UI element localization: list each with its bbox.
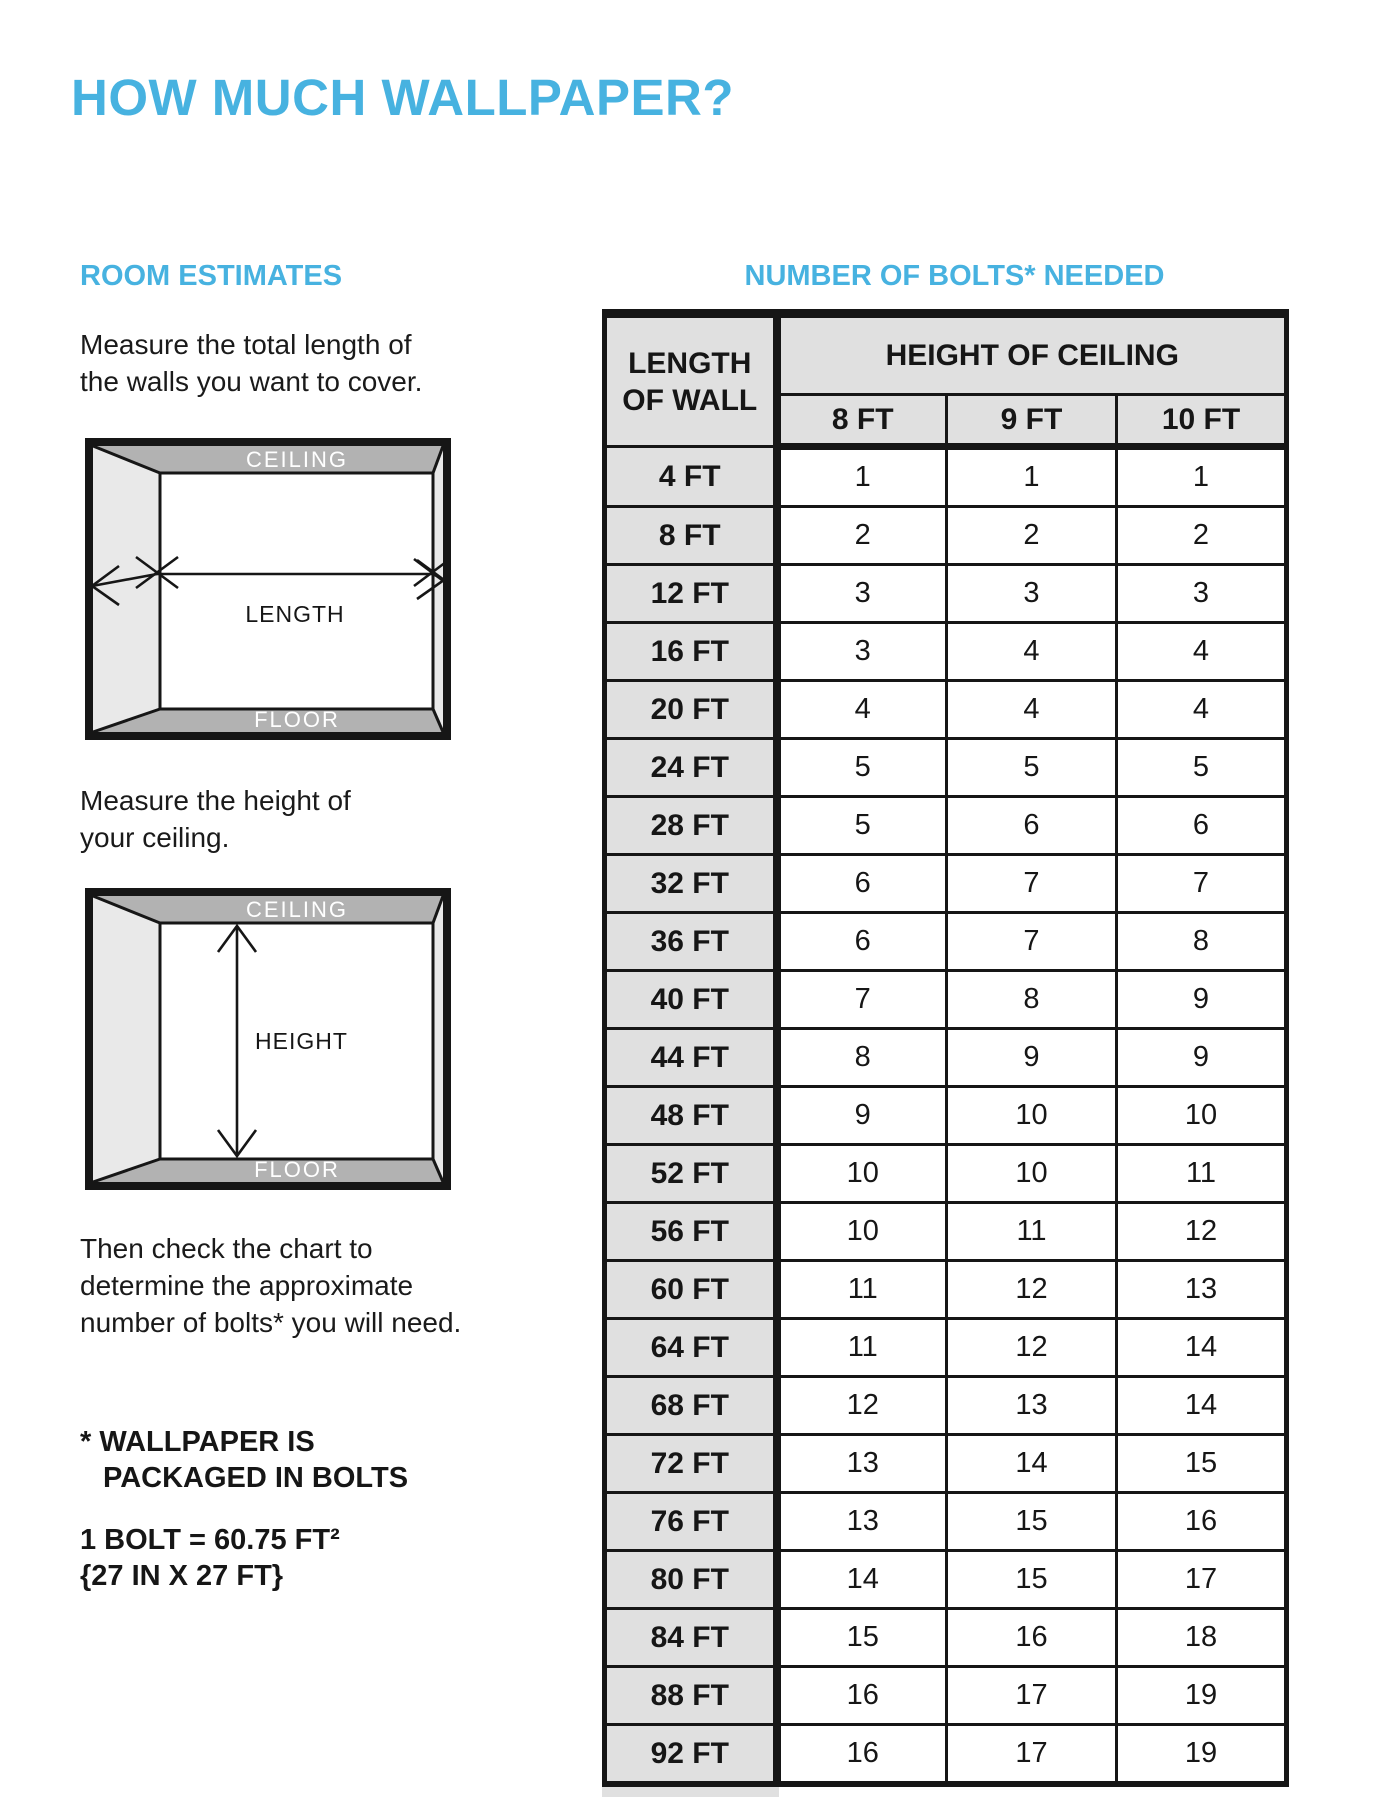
height-measure-label: HEIGHT xyxy=(255,1028,348,1054)
wall-length-cell: 32 FT xyxy=(605,855,777,913)
room-estimates-heading: ROOM ESTIMATES xyxy=(80,260,343,292)
length-diagram xyxy=(85,438,451,740)
bolt-count-cell: 3 xyxy=(777,565,947,623)
wall-length-cell: 88 FT xyxy=(605,1667,777,1725)
bolt-count-cell: 6 xyxy=(777,913,947,971)
ceiling-label: CEILING xyxy=(245,897,349,922)
bolt-count-cell: 12 xyxy=(1117,1203,1287,1261)
table-row xyxy=(605,739,1287,797)
left-column-stub xyxy=(602,1787,779,1797)
bolts-table xyxy=(602,309,1289,1787)
bolt-count-cell: 4 xyxy=(947,681,1117,739)
wall-length-cell: 16 FT xyxy=(605,623,777,681)
bolt-count-cell: 8 xyxy=(1117,913,1287,971)
bolt-count-cell: 10 xyxy=(947,1087,1117,1145)
length-measure-label: LENGTH xyxy=(245,601,345,627)
table-row xyxy=(605,797,1287,855)
bolt-count-cell: 1 xyxy=(777,447,947,507)
table-row xyxy=(605,855,1287,913)
bolt-count-cell: 10 xyxy=(777,1145,947,1203)
bolt-count-cell: 14 xyxy=(1117,1377,1287,1435)
bolt-count-cell: 8 xyxy=(947,971,1117,1029)
table-row xyxy=(605,1551,1287,1609)
bolt-count-cell: 5 xyxy=(777,797,947,855)
bolts-needed-heading: NUMBER OF BOLTS* NEEDED xyxy=(744,260,1165,292)
bolt-count-cell: 4 xyxy=(1117,623,1287,681)
bolt-count-cell: 14 xyxy=(1117,1319,1287,1377)
table-row xyxy=(605,1435,1287,1493)
footnote-line1: * WALLPAPER IS xyxy=(80,1426,315,1458)
bolt-equation: 1 BOLT = 60.75 FT² xyxy=(80,1524,340,1556)
table-row xyxy=(605,1319,1287,1377)
bolt-count-cell: 5 xyxy=(1117,739,1287,797)
bolt-count-cell: 2 xyxy=(947,507,1117,565)
table-header-row-1 xyxy=(605,314,1287,395)
wall-length-cell: 60 FT xyxy=(605,1261,777,1319)
table-row xyxy=(605,913,1287,971)
col-header-8ft: 8 FT xyxy=(777,395,947,447)
bolt-count-cell: 12 xyxy=(947,1319,1117,1377)
bolt-count-cell: 7 xyxy=(777,971,947,1029)
bolt-count-cell: 15 xyxy=(947,1551,1117,1609)
bolt-count-cell: 12 xyxy=(777,1377,947,1435)
table-row xyxy=(605,681,1287,739)
table-row xyxy=(605,1725,1287,1785)
bolt-count-cell: 9 xyxy=(947,1029,1117,1087)
wall-length-cell: 36 FT xyxy=(605,913,777,971)
bolt-count-cell: 14 xyxy=(777,1551,947,1609)
col-header-10ft: 10 FT xyxy=(1117,395,1287,447)
bolt-count-cell: 6 xyxy=(1117,797,1287,855)
wall-length-cell: 52 FT xyxy=(605,1145,777,1203)
wall-length-cell: 56 FT xyxy=(605,1203,777,1261)
bolts-footnote xyxy=(80,1424,408,1496)
back-wall xyxy=(160,473,433,709)
wall-length-cell: 4 FT xyxy=(605,447,777,507)
step2-line2: your ceiling. xyxy=(80,822,230,853)
bolt-count-cell: 13 xyxy=(777,1435,947,1493)
wall-length-cell: 8 FT xyxy=(605,507,777,565)
bolt-count-cell: 3 xyxy=(777,623,947,681)
bolt-count-cell: 16 xyxy=(777,1667,947,1725)
ceiling-label: CEILING xyxy=(245,447,349,472)
wall-length-cell: 20 FT xyxy=(605,681,777,739)
length-of-wall-line1: LENGTH xyxy=(628,346,752,380)
bolt-size-info xyxy=(80,1522,340,1594)
step3-line3: number of bolts* you will need. xyxy=(80,1307,462,1338)
bolt-count-cell: 3 xyxy=(947,565,1117,623)
bolts-table-container xyxy=(602,309,1289,1797)
bolt-count-cell: 10 xyxy=(777,1203,947,1261)
bolt-count-cell: 7 xyxy=(947,855,1117,913)
floor-label: FLOOR xyxy=(254,707,340,732)
bolt-count-cell: 3 xyxy=(1117,565,1287,623)
bolt-count-cell: 4 xyxy=(1117,681,1287,739)
bolt-count-cell: 5 xyxy=(947,739,1117,797)
bolt-count-cell: 15 xyxy=(777,1609,947,1667)
wall-length-cell: 80 FT xyxy=(605,1551,777,1609)
bolt-count-cell: 7 xyxy=(1117,855,1287,913)
bolt-count-cell: 6 xyxy=(777,855,947,913)
step2-paragraph xyxy=(80,782,351,856)
table-row xyxy=(605,1203,1287,1261)
bolt-count-cell: 8 xyxy=(777,1029,947,1087)
footnote-line2: PACKAGED IN BOLTS xyxy=(103,1462,409,1494)
table-row xyxy=(605,971,1287,1029)
wall-length-cell: 28 FT xyxy=(605,797,777,855)
wall-length-cell: 12 FT xyxy=(605,565,777,623)
bolt-count-cell: 11 xyxy=(777,1261,947,1319)
col-header-9ft: 9 FT xyxy=(947,395,1117,447)
length-of-wall-header xyxy=(605,314,777,447)
bolt-count-cell: 2 xyxy=(777,507,947,565)
bolt-count-cell: 16 xyxy=(1117,1493,1287,1551)
step3-line2: determine the approximate xyxy=(80,1270,414,1301)
bolt-count-cell: 19 xyxy=(1117,1725,1287,1785)
bolt-count-cell: 9 xyxy=(1117,1029,1287,1087)
wall-length-cell: 44 FT xyxy=(605,1029,777,1087)
table-row xyxy=(605,1609,1287,1667)
table-row xyxy=(605,1493,1287,1551)
bolt-count-cell: 16 xyxy=(777,1725,947,1785)
wall-length-cell: 48 FT xyxy=(605,1087,777,1145)
bolt-count-cell: 4 xyxy=(947,623,1117,681)
step1-line2: the walls you want to cover. xyxy=(80,366,423,397)
bolt-count-cell: 17 xyxy=(947,1725,1117,1785)
step3-line1: Then check the chart to xyxy=(80,1233,373,1264)
table-row xyxy=(605,623,1287,681)
bolt-count-cell: 1 xyxy=(1117,447,1287,507)
bolt-dimensions: {27 IN X 27 FT} xyxy=(80,1560,284,1592)
wall-length-cell: 40 FT xyxy=(605,971,777,1029)
table-row xyxy=(605,447,1287,507)
wall-length-cell: 24 FT xyxy=(605,739,777,797)
bolt-count-cell: 15 xyxy=(947,1493,1117,1551)
table-row xyxy=(605,565,1287,623)
bolt-table-body xyxy=(605,447,1287,1785)
bolt-count-cell: 10 xyxy=(947,1145,1117,1203)
bolt-count-cell: 9 xyxy=(1117,971,1287,1029)
bolt-count-cell: 10 xyxy=(1117,1087,1287,1145)
page-title: HOW MUCH WALLPAPER? xyxy=(71,69,734,126)
bolt-count-cell: 15 xyxy=(1117,1435,1287,1493)
step1-line1: Measure the total length of xyxy=(80,329,412,360)
bolt-count-cell: 11 xyxy=(1117,1145,1287,1203)
step2-line1: Measure the height of xyxy=(80,785,351,816)
bolt-count-cell: 7 xyxy=(947,913,1117,971)
wall-length-cell: 84 FT xyxy=(605,1609,777,1667)
bolt-count-cell: 6 xyxy=(947,797,1117,855)
step3-paragraph xyxy=(80,1230,461,1341)
table-row xyxy=(605,1667,1287,1725)
bolt-count-cell: 13 xyxy=(1117,1261,1287,1319)
step1-paragraph xyxy=(80,326,422,400)
bolt-count-cell: 4 xyxy=(777,681,947,739)
table-row xyxy=(605,1029,1287,1087)
bolt-count-cell: 2 xyxy=(1117,507,1287,565)
table-row xyxy=(605,507,1287,565)
height-diagram xyxy=(85,888,451,1190)
floor-label: FLOOR xyxy=(254,1157,340,1182)
bolt-count-cell: 18 xyxy=(1117,1609,1287,1667)
bolt-count-cell: 13 xyxy=(777,1493,947,1551)
bolt-count-cell: 11 xyxy=(947,1203,1117,1261)
wall-length-cell: 92 FT xyxy=(605,1725,777,1785)
bolt-count-cell: 13 xyxy=(947,1377,1117,1435)
bolt-count-cell: 5 xyxy=(777,739,947,797)
bolt-count-cell: 14 xyxy=(947,1435,1117,1493)
bolt-count-cell: 9 xyxy=(777,1087,947,1145)
bolt-count-cell: 12 xyxy=(947,1261,1117,1319)
length-of-wall-line2: OF WALL xyxy=(622,383,758,417)
bolt-count-cell: 11 xyxy=(777,1319,947,1377)
wall-length-cell: 68 FT xyxy=(605,1377,777,1435)
bolt-count-cell: 17 xyxy=(1117,1551,1287,1609)
wall-length-cell: 64 FT xyxy=(605,1319,777,1377)
bolt-count-cell: 1 xyxy=(947,447,1117,507)
height-of-ceiling-header: HEIGHT OF CEILING xyxy=(777,314,1287,395)
wall-length-cell: 72 FT xyxy=(605,1435,777,1493)
table-row xyxy=(605,1261,1287,1319)
bolt-count-cell: 19 xyxy=(1117,1667,1287,1725)
bolt-count-cell: 17 xyxy=(947,1667,1117,1725)
table-row xyxy=(605,1087,1287,1145)
table-row xyxy=(605,1145,1287,1203)
wall-length-cell: 76 FT xyxy=(605,1493,777,1551)
bolt-count-cell: 16 xyxy=(947,1609,1117,1667)
table-row xyxy=(605,1377,1287,1435)
